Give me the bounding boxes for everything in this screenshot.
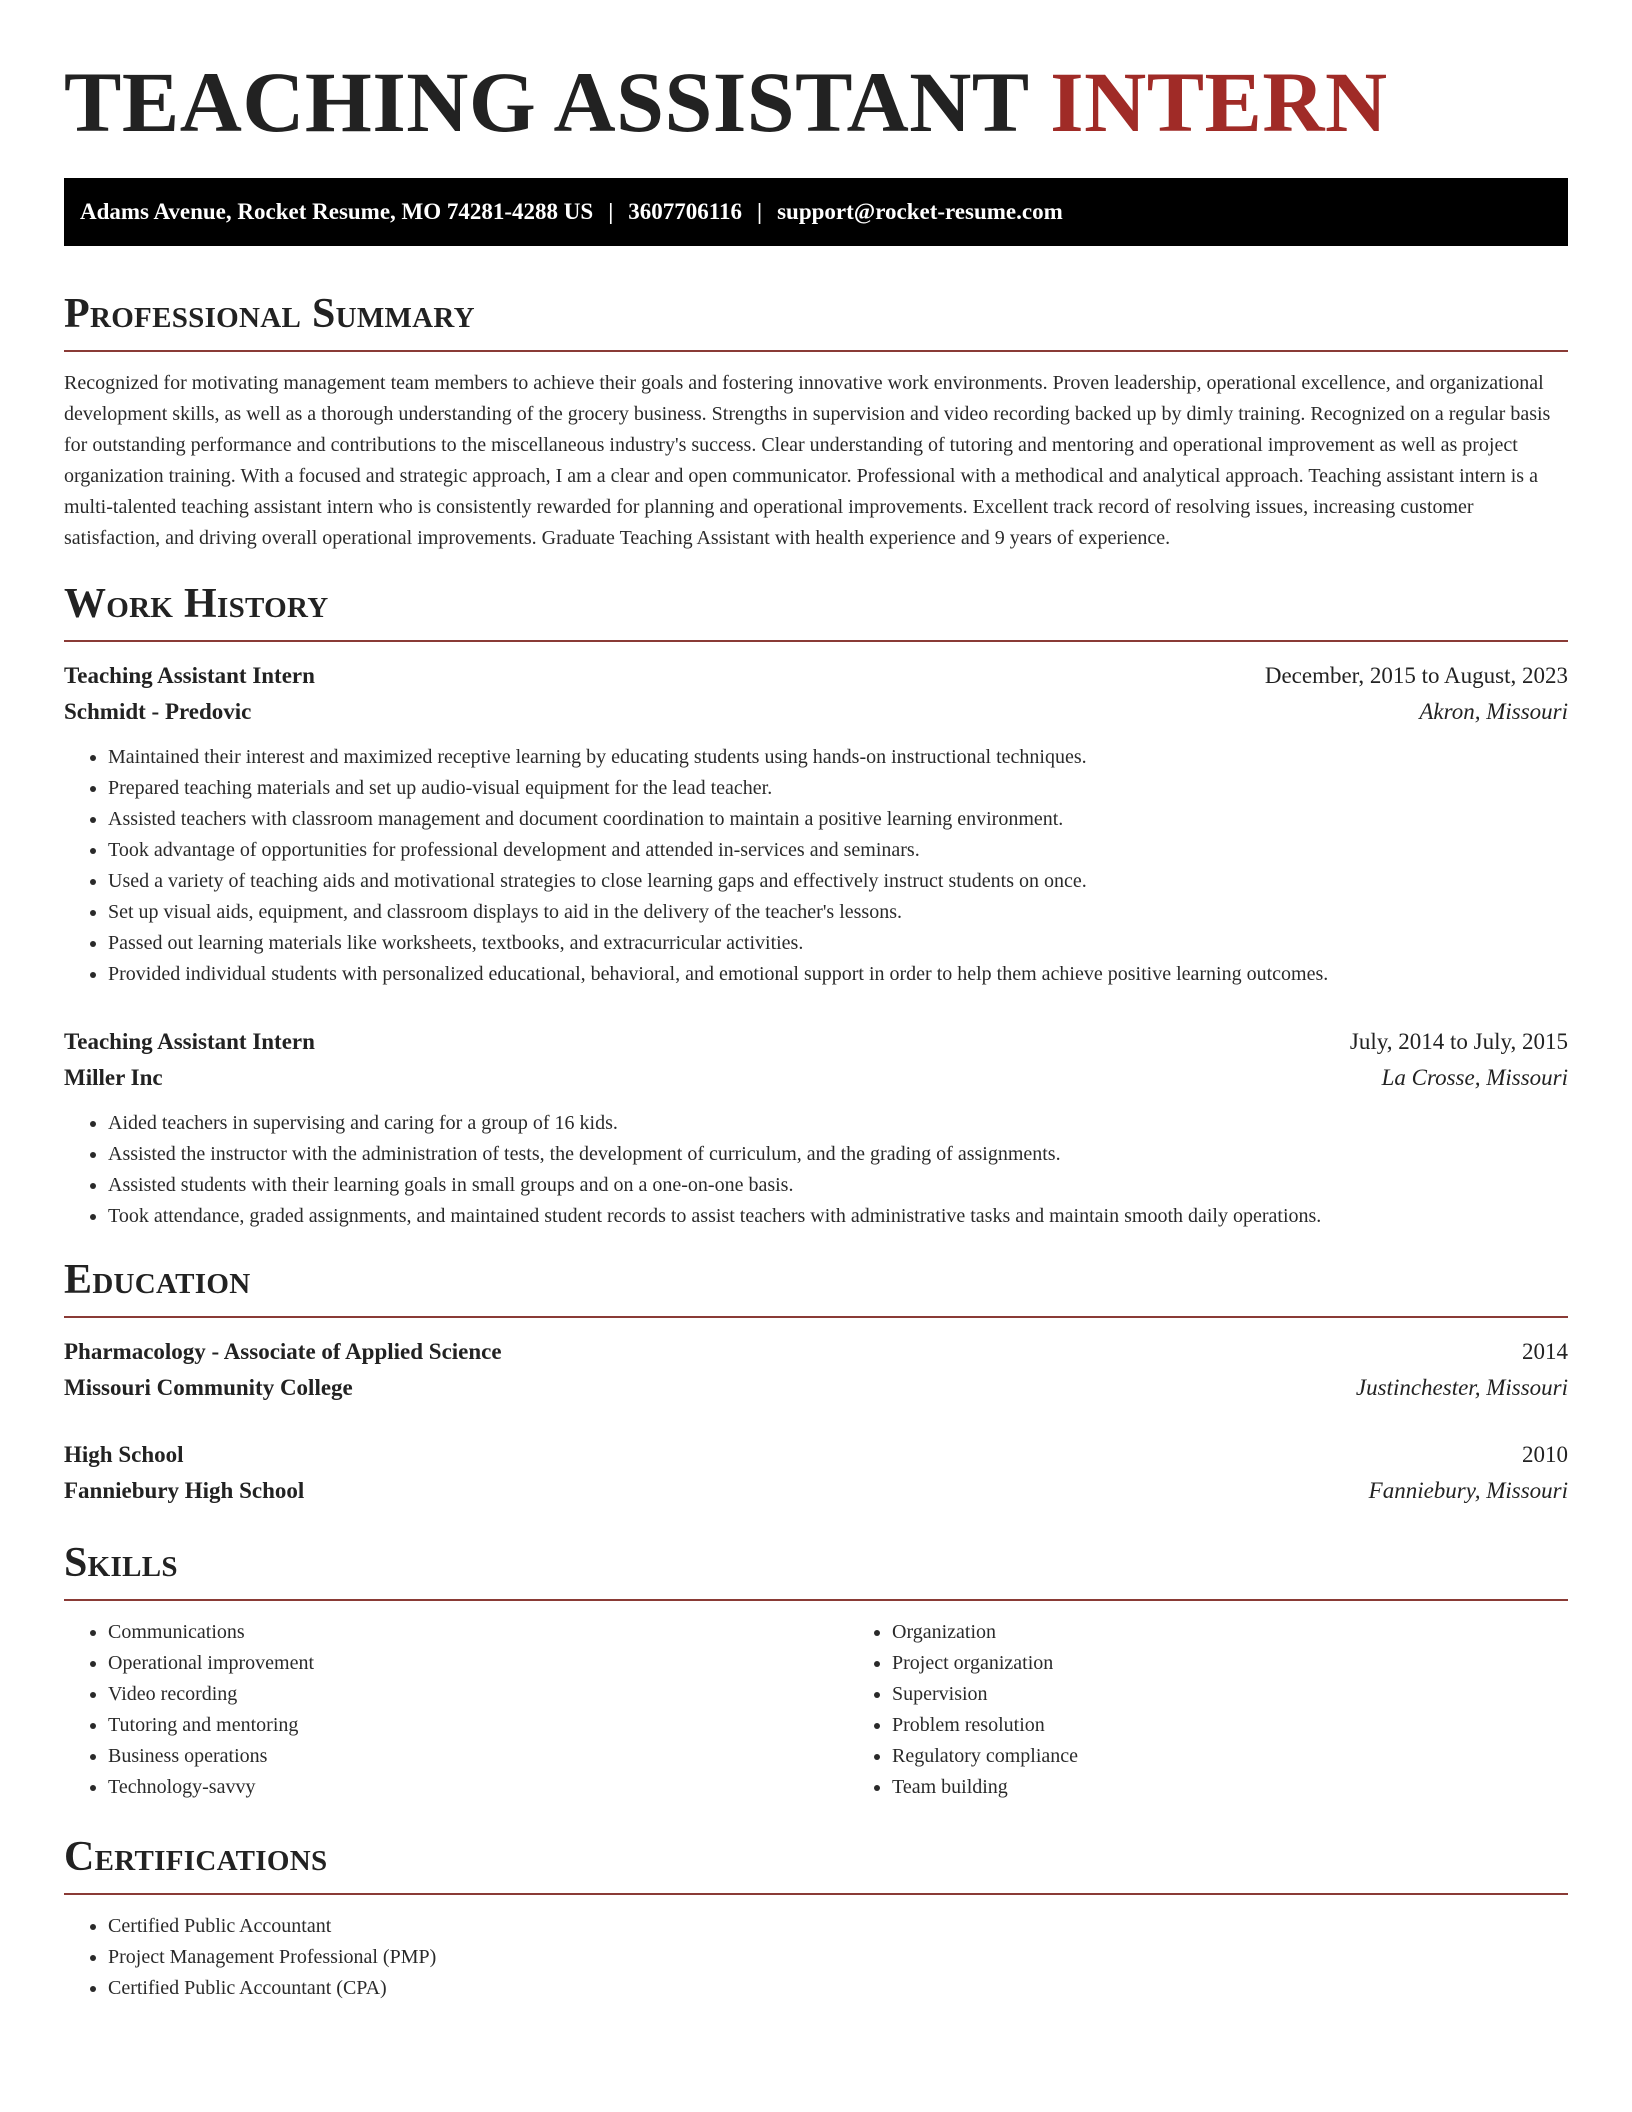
certification-item: • Project Management Professional (PMP) [108,1942,1568,1973]
skills-list-left [64,1617,848,1803]
list-item: • Assisted students with their learning goals in small groups and on a one-on-one basis. [108,1170,1568,1201]
skill-item: • Video recording [108,1679,848,1710]
skills-title: Skills [64,1540,178,1586]
contact-email: support@rocket-resume.com [777,199,1063,224]
job-header [64,658,1568,694]
education-school: Missouri Community College [64,1375,353,1400]
job-subheader [64,1060,1568,1096]
education-section [64,1256,1568,1509]
job-dates: July, 2014 to July, 2015 [1349,1029,1568,1054]
section-divider [64,1599,1568,1601]
job-entry [64,1024,1568,1232]
job-dates: December, 2015 to August, 2023 [1264,663,1568,688]
list-item: • Assisted the instructor with the administration of tests, the development of curriculum, and the grading of assignments. [108,1139,1568,1170]
skill-item: • Organization [892,1617,1632,1648]
list-item: • Used a variety of teaching aids and motivational strategies to close learning gaps and effectively instruct students on once. [108,866,1568,897]
job-company: Schmidt - Predovic [64,699,252,724]
education-subheader [64,1370,1568,1406]
education-location: Justinchester, Missouri [1355,1375,1568,1400]
summary-section [64,290,1568,554]
skills-columns [64,1617,1568,1803]
certifications-section [64,1833,1568,2004]
skill-item: • Problem resolution [892,1710,1632,1741]
education-entry [64,1334,1568,1406]
job-role: Teaching Assistant Intern [64,663,315,688]
job-company: Miller Inc [64,1065,163,1090]
education-subheader [64,1473,1568,1509]
skills-section [64,1539,1568,1803]
list-item: • Assisted teachers with classroom management and document coordination to maintain a positive learning environment. [108,804,1568,835]
education-header [64,1437,1568,1473]
certification-item: • Certified Public Accountant (CPA) [108,1973,1568,2004]
skill-item: • Project organization [892,1648,1632,1679]
skill-item: • Regulatory compliance [892,1741,1632,1772]
skill-item: • Business operations [108,1741,848,1772]
section-divider [64,1893,1568,1895]
name-main: TEACHING ASSISTANT [64,54,1029,150]
contact-separator: | [608,199,614,224]
section-divider [64,640,1568,642]
work-title: Work History [64,581,329,627]
work-section [64,580,1568,1232]
resume-name [64,52,1568,152]
education-degree: Pharmacology - Associate of Applied Science [64,1339,502,1364]
education-header [64,1334,1568,1370]
contact-address: Adams Avenue, Rocket Resume, MO 74281-4288 US [80,199,594,224]
summary-text: Recognized for motivating management team members to achieve their goals and fostering innovative work environments. Proven leadership, operational excellence, and organizational development skills, as well as a thorough understanding of the grocery business. Strengths in supervision and video recording backed up by dimly training. Recognized on a regular basis for outstanding performance and contributions to the miscellaneous industry's success. Clear understanding of tutoring and mentoring and operational improvement as well as project organization training. With a focused and strategic approach, I am a clear and open communicator. Professional with a methodical and analytical approach. Teaching assistant intern is a multi-talented teaching assistant intern who is consistently rewarded for planning and operational improvements. Excellent track record of resolving issues, increasing customer satisfaction, and driving overall operational improvements. Graduate Teaching Assistant with health experience and 9 years of experience. [64,372,1551,549]
job-bullets [64,742,1568,990]
skill-item: • Technology-savvy [108,1772,848,1803]
list-item: • Prepared teaching materials and set up audio-visual equipment for the lead teacher. [108,773,1568,804]
list-item: • Passed out learning materials like worksheets, textbooks, and extracurricular activities. [108,928,1568,959]
list-item: • Took advantage of opportunities for professional development and attended in-services and seminars. [108,835,1568,866]
name-accent: INTERN [1050,54,1388,150]
job-location: Akron, Missouri [1419,699,1568,724]
section-divider [64,1316,1568,1318]
contact-bar [64,178,1568,246]
contact-separator: | [757,199,763,224]
job-subheader [64,694,1568,730]
job-bullets [64,1108,1568,1232]
certifications-title: Certifications [64,1834,328,1880]
list-item: • Set up visual aids, equipment, and classroom displays to aid in the delivery of the teacher's lessons. [108,897,1568,928]
education-title: Education [64,1257,251,1303]
skill-item: • Team building [892,1772,1632,1803]
job-header [64,1024,1568,1060]
skill-item: • Supervision [892,1679,1632,1710]
certifications-list [64,1911,1568,2004]
education-entry [64,1437,1568,1509]
list-item: • Aided teachers in supervising and caring for a group of 16 kids. [108,1108,1568,1139]
contact-phone: 3607706116 [628,199,743,224]
education-school: Fanniebury High School [64,1478,305,1503]
education-year: 2010 [1522,1442,1568,1467]
certification-item: • Certified Public Accountant [108,1911,1568,1942]
skill-item: • Communications [108,1617,848,1648]
list-item: • Took attendance, graded assignments, and maintained student records to assist teachers with administrative tasks and maintain smooth daily operations. [108,1201,1568,1232]
skill-item: • Tutoring and mentoring [108,1710,848,1741]
list-item: • Provided individual students with personalized educational, behavioral, and emotional support in order to help them achieve positive learning outcomes. [108,959,1568,990]
job-role: Teaching Assistant Intern [64,1029,315,1054]
job-location: La Crosse, Missouri [1381,1065,1568,1090]
education-degree: High School [64,1442,184,1467]
skill-item: • Operational improvement [108,1648,848,1679]
job-entry [64,658,1568,990]
education-location: Fanniebury, Missouri [1368,1478,1568,1503]
section-divider [64,350,1568,352]
list-item: • Maintained their interest and maximized receptive learning by educating students using hands-on instructional techniques. [108,742,1568,773]
education-year: 2014 [1522,1339,1568,1364]
skills-list-right [848,1617,1632,1803]
summary-title: Professional Summary [64,291,475,337]
